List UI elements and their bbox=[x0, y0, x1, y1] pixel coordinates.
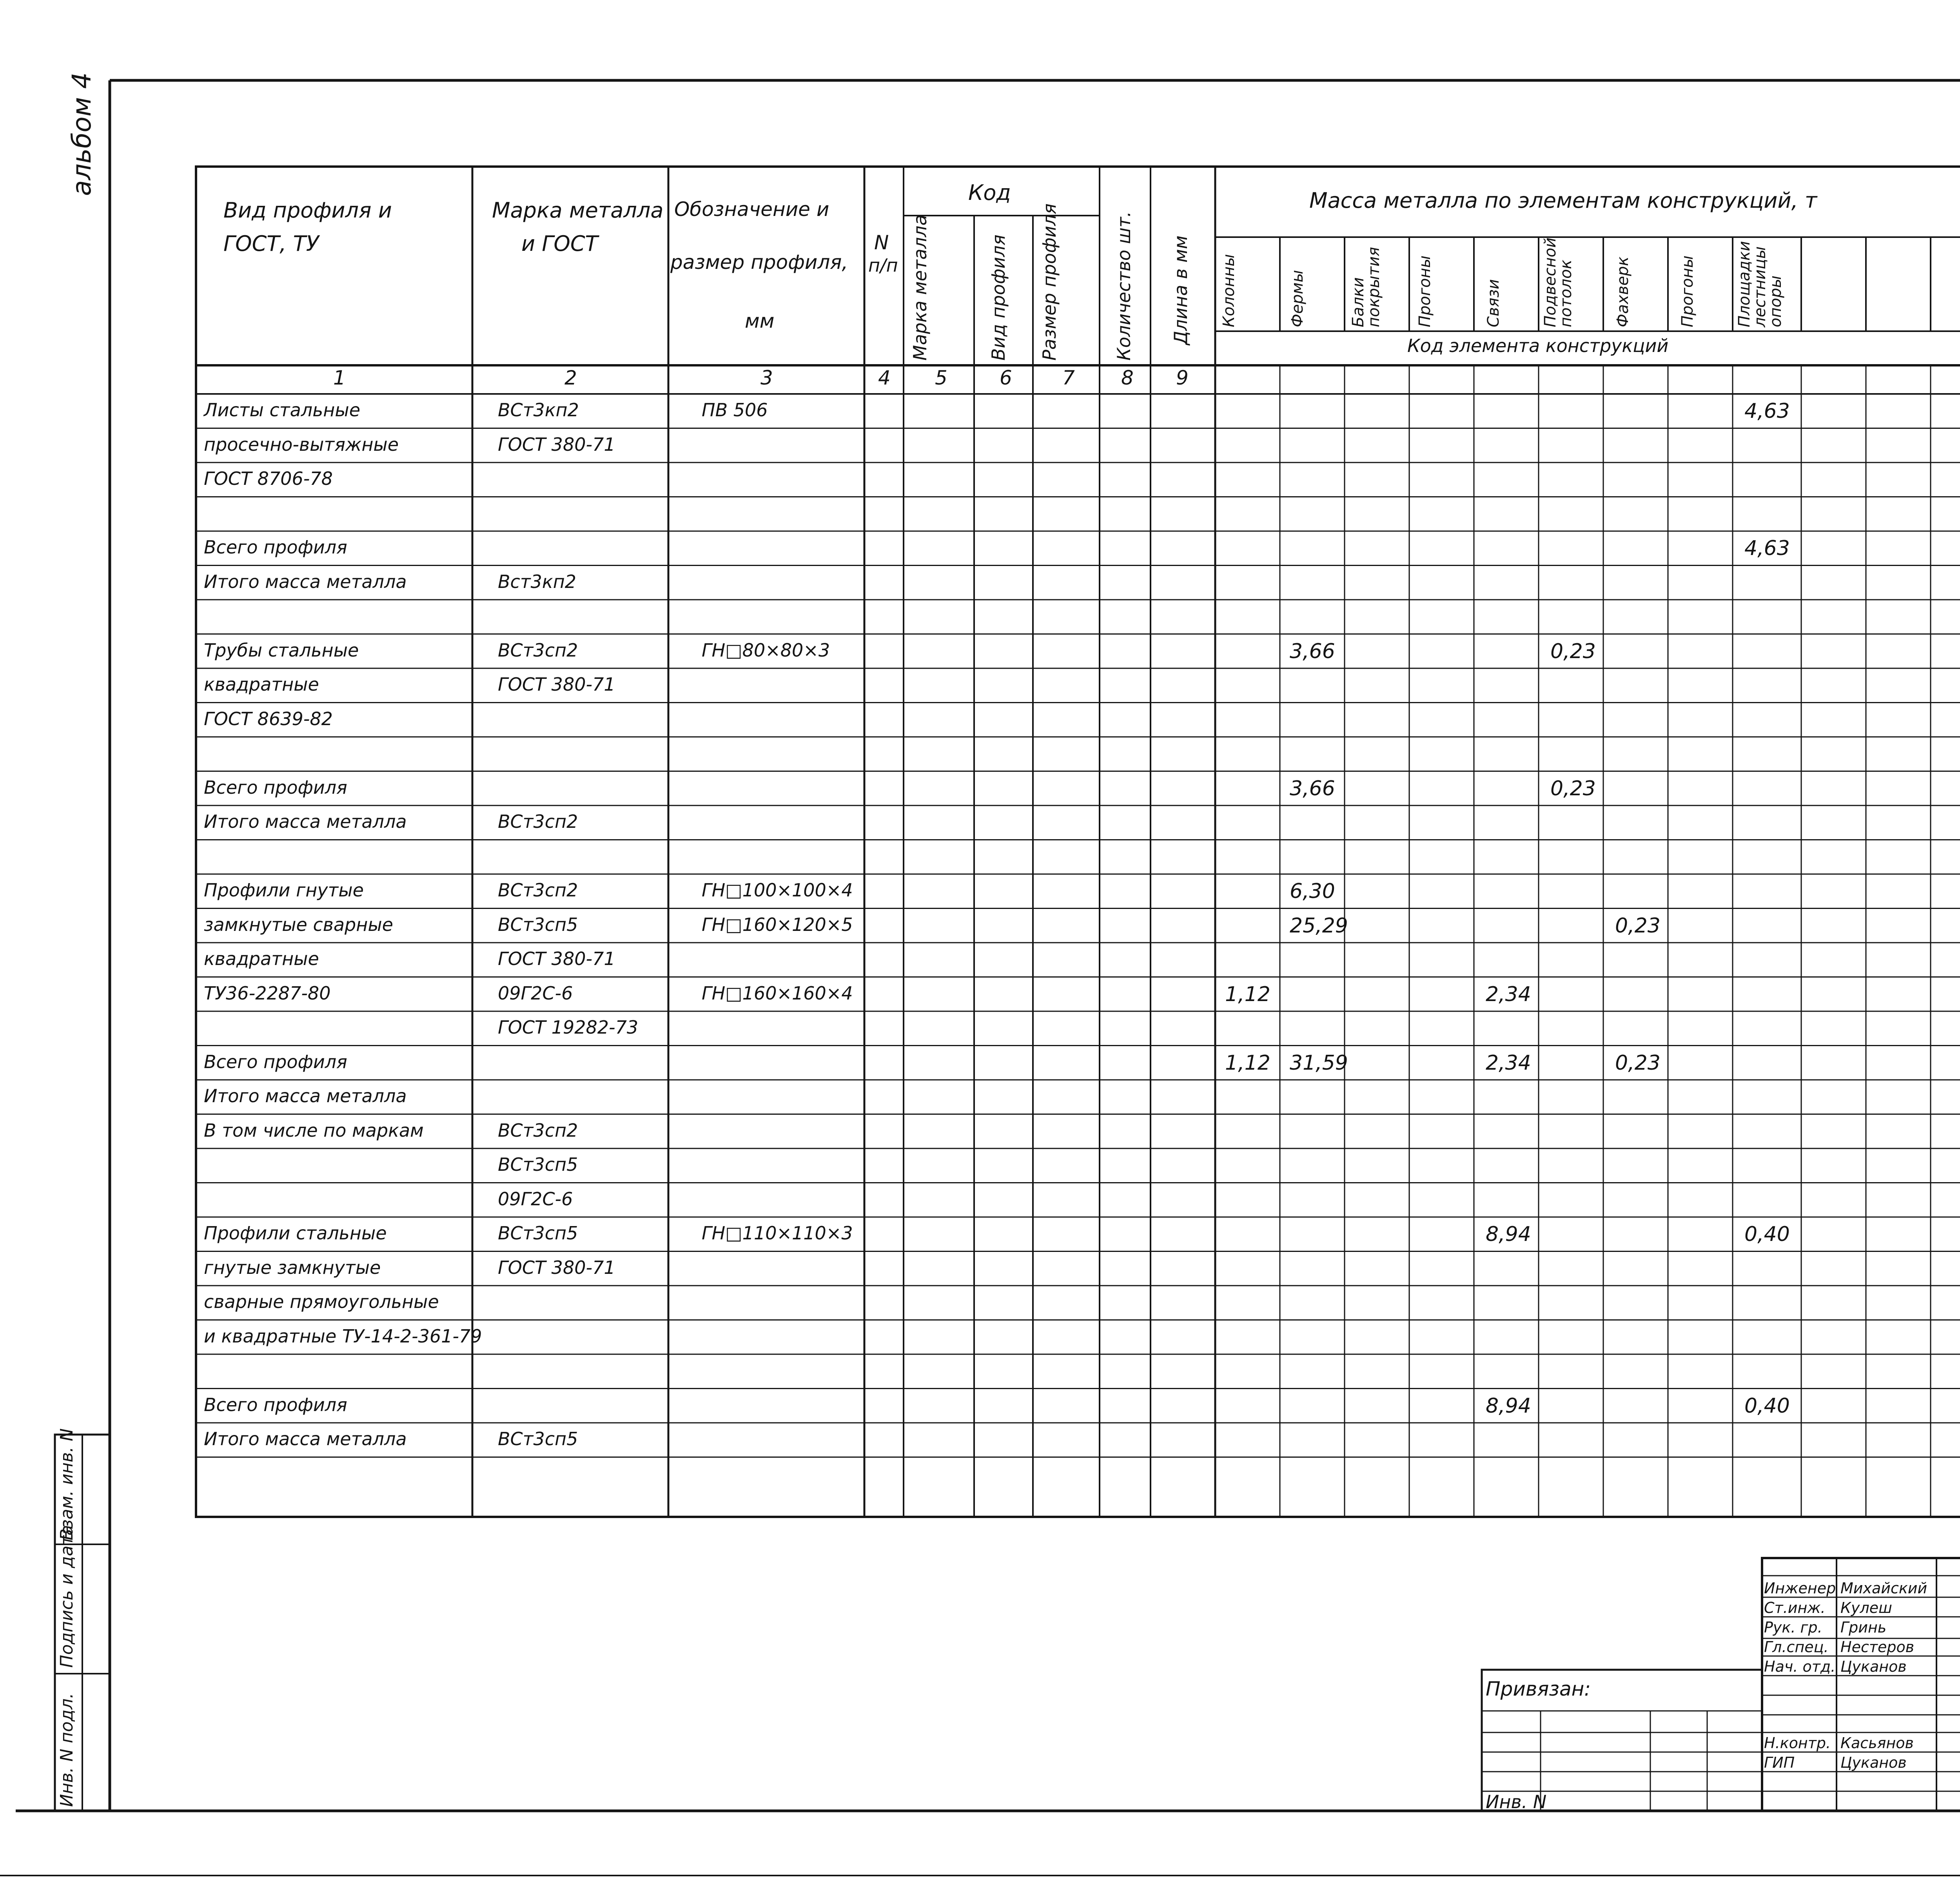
cell-c1: замкнутые сварные bbox=[204, 914, 393, 935]
cell-c1: Листы стальные bbox=[204, 399, 360, 421]
cell-fah: 0,23 bbox=[1615, 1051, 1661, 1075]
cell-c2: ВСт3кп2 bbox=[498, 399, 579, 421]
cell-c2: ГОСТ 380-71 bbox=[498, 948, 615, 969]
column-number-8: 8 bbox=[1121, 366, 1134, 389]
cell-c3: ГН□160×120×5 bbox=[702, 914, 853, 935]
header-kod-vid: Вид профиля bbox=[988, 234, 1009, 361]
stamp-person-role: ГИП bbox=[1764, 1754, 1795, 1771]
column-number-1: 1 bbox=[333, 366, 346, 389]
cell-c2: ГОСТ 380-71 bbox=[498, 434, 615, 455]
cell-c1: Итого масса металла bbox=[204, 571, 407, 592]
column-number-4: 4 bbox=[878, 366, 891, 389]
header-col1-line2: ГОСТ, ТУ bbox=[223, 231, 319, 256]
cell-c1: ТУ36-2287-80 bbox=[204, 982, 331, 1004]
cell-fer: 3,66 bbox=[1290, 639, 1335, 663]
cell-c1: Всего профиля bbox=[204, 1394, 347, 1415]
header-element-5: Подвесной потолок bbox=[1541, 237, 1575, 327]
column-number-5: 5 bbox=[935, 366, 947, 389]
header-kod-razmer: Размер профиля bbox=[1039, 203, 1060, 361]
cell-c1: Всего профиля bbox=[204, 1051, 347, 1072]
cell-c2: ВСт3сп5 bbox=[498, 1154, 578, 1175]
cell-svy: 8,94 bbox=[1486, 1223, 1531, 1246]
stamp-person-name: Касьянов bbox=[1840, 1734, 1914, 1752]
stamp-person-role: Гл.спец. bbox=[1764, 1638, 1829, 1656]
cell-c2: ВСт3сп5 bbox=[498, 1428, 578, 1449]
cell-potol: 0,23 bbox=[1550, 776, 1596, 800]
header-element-2: Балки покрытия bbox=[1349, 247, 1383, 327]
stamp-person-name: Нестеров bbox=[1840, 1638, 1915, 1656]
strip-inv-label: Инв. N подл. bbox=[57, 1693, 77, 1807]
stamp-person-name: Гринь bbox=[1840, 1619, 1887, 1636]
header-kod-marka: Марка металла bbox=[909, 214, 931, 361]
cell-c2: ВСт3сп2 bbox=[498, 811, 578, 832]
cell-c3: ПВ 506 bbox=[702, 399, 768, 421]
header-length: Длина в мм bbox=[1170, 235, 1191, 345]
strip-sign-label: Подпись и дата bbox=[57, 1525, 77, 1668]
cell-c1: Всего профиля bbox=[204, 537, 347, 558]
cell-c2: ВСт3сп2 bbox=[498, 639, 578, 661]
cell-kol: 1,12 bbox=[1225, 982, 1270, 1006]
header-col3-line1: Обозначение и bbox=[674, 198, 829, 221]
cell-c2: ВСт3сп2 bbox=[498, 880, 578, 901]
column-number-3: 3 bbox=[760, 366, 773, 389]
cell-c1: Профили стальные bbox=[204, 1223, 387, 1244]
cell-plosh: 4,63 bbox=[1744, 399, 1790, 423]
header-kod: Код bbox=[968, 180, 1011, 205]
stamp-person-role: Нач. отд. bbox=[1764, 1658, 1836, 1675]
cell-c1: Итого масса металла bbox=[204, 811, 407, 832]
cell-c2: ГОСТ 19282-73 bbox=[498, 1017, 639, 1038]
cell-c1: гнутые замкнутые bbox=[204, 1257, 381, 1278]
cell-c1: ГОСТ 8639-82 bbox=[204, 708, 333, 729]
cell-c2: 09Г2С-6 bbox=[498, 982, 573, 1004]
cell-svy: 8,94 bbox=[1486, 1394, 1531, 1418]
cell-fer: 25,29 bbox=[1290, 914, 1348, 938]
header-col4-line1: N bbox=[874, 231, 889, 254]
stamp-person-name: Кулеш bbox=[1840, 1599, 1892, 1616]
column-number-2: 2 bbox=[564, 366, 577, 389]
stamp-person-role: Инженер bbox=[1764, 1580, 1836, 1597]
cell-c1: Всего профиля bbox=[204, 776, 347, 798]
cell-c1: квадратные bbox=[204, 674, 319, 695]
stamp-person-role: Рук. гр. bbox=[1764, 1619, 1822, 1636]
stamp-person-name: Михайский bbox=[1840, 1580, 1927, 1597]
cell-c1: ГОСТ 8706-78 bbox=[204, 468, 333, 489]
cell-c1: сварные прямоугольные bbox=[204, 1291, 439, 1312]
cell-c1: В том числе по маркам bbox=[204, 1119, 424, 1141]
cell-c2: ВСт3сп5 bbox=[498, 914, 578, 935]
header-col3-line2: размер профиля, bbox=[670, 251, 848, 274]
album-label: альбом 4 bbox=[67, 72, 97, 196]
cell-c1: Итого масса металла bbox=[204, 1428, 407, 1449]
header-element-6: Фахверк bbox=[1614, 256, 1632, 327]
cell-c1: квадратные bbox=[204, 948, 319, 969]
cell-c3: ГН□100×100×4 bbox=[702, 880, 853, 901]
header-element-0: Колонны bbox=[1220, 254, 1238, 327]
cell-c3: ГН□80×80×3 bbox=[702, 639, 830, 661]
cell-potol: 0,23 bbox=[1550, 639, 1596, 663]
header-element-4: Связи bbox=[1485, 279, 1503, 327]
stamp-inv: Инв. N bbox=[1486, 1791, 1547, 1812]
cell-fer: 6,30 bbox=[1290, 880, 1335, 903]
cell-c2: ГОСТ 380-71 bbox=[498, 1257, 615, 1278]
header-col4-line2: п/п bbox=[868, 255, 898, 276]
cell-c3: ГН□110×110×3 bbox=[702, 1223, 853, 1244]
header-element-code: Код элемента конструкций bbox=[1407, 335, 1669, 356]
cell-c2: ГОСТ 380-71 bbox=[498, 674, 615, 695]
cell-fer: 31,59 bbox=[1290, 1051, 1348, 1075]
stamp-privyazan: Привязан: bbox=[1486, 1678, 1591, 1700]
cell-svy: 2,34 bbox=[1486, 1051, 1531, 1075]
cell-c1: просечно-вытяжные bbox=[204, 434, 399, 455]
header-element-7: Прогоны bbox=[1679, 255, 1697, 327]
stamp-person-role: Ст.инж. bbox=[1764, 1599, 1826, 1616]
header-col3-line3: мм bbox=[745, 310, 775, 332]
header-element-1: Фермы bbox=[1289, 270, 1307, 327]
cell-c2: ВСт3сп5 bbox=[498, 1223, 578, 1244]
cell-fah: 0,23 bbox=[1615, 914, 1661, 938]
header-element-3: Прогоны bbox=[1416, 255, 1434, 327]
cell-c1: Трубы стальные bbox=[204, 639, 359, 661]
cell-plosh: 0,40 bbox=[1744, 1223, 1790, 1246]
cell-c1: и квадратные ТУ-14-2-361-79 bbox=[204, 1325, 482, 1347]
strip-vzam-label: Взам. инв. N bbox=[57, 1428, 77, 1540]
cell-c2: ВСт3сп2 bbox=[498, 1119, 578, 1141]
stamp-person-role: Н.контр. bbox=[1764, 1734, 1831, 1752]
header-col2-line2: и ГОСТ bbox=[521, 231, 598, 256]
column-number-9: 9 bbox=[1176, 366, 1189, 389]
column-number-6: 6 bbox=[1000, 366, 1012, 389]
cell-c2: 09Г2С-6 bbox=[498, 1188, 573, 1210]
cell-kol: 1,12 bbox=[1225, 1051, 1270, 1075]
stamp-person-name: Цуканов bbox=[1840, 1754, 1907, 1771]
cell-c1: Итого масса металла bbox=[204, 1085, 407, 1106]
header-col2-line1: Марка металла bbox=[492, 198, 664, 223]
cell-svy: 2,34 bbox=[1486, 982, 1531, 1006]
header-element-8: Площадки лестницы опоры bbox=[1735, 241, 1785, 327]
header-quantity: Количество шт. bbox=[1113, 211, 1134, 361]
cell-plosh: 4,63 bbox=[1744, 537, 1790, 560]
cell-c3: ГН□160×160×4 bbox=[702, 982, 853, 1004]
header-col1-line1: Вид профиля и bbox=[223, 198, 392, 223]
header-mass-title: Масса металла по элементам конструкций, т bbox=[1309, 188, 1817, 213]
cell-fer: 3,66 bbox=[1290, 776, 1335, 800]
cell-c1: Профили гнутые bbox=[204, 880, 364, 901]
cell-c2: Вст3кп2 bbox=[498, 571, 577, 592]
column-number-7: 7 bbox=[1062, 366, 1075, 389]
cell-plosh: 0,40 bbox=[1744, 1394, 1790, 1418]
stamp-person-name: Цуканов bbox=[1840, 1658, 1907, 1675]
